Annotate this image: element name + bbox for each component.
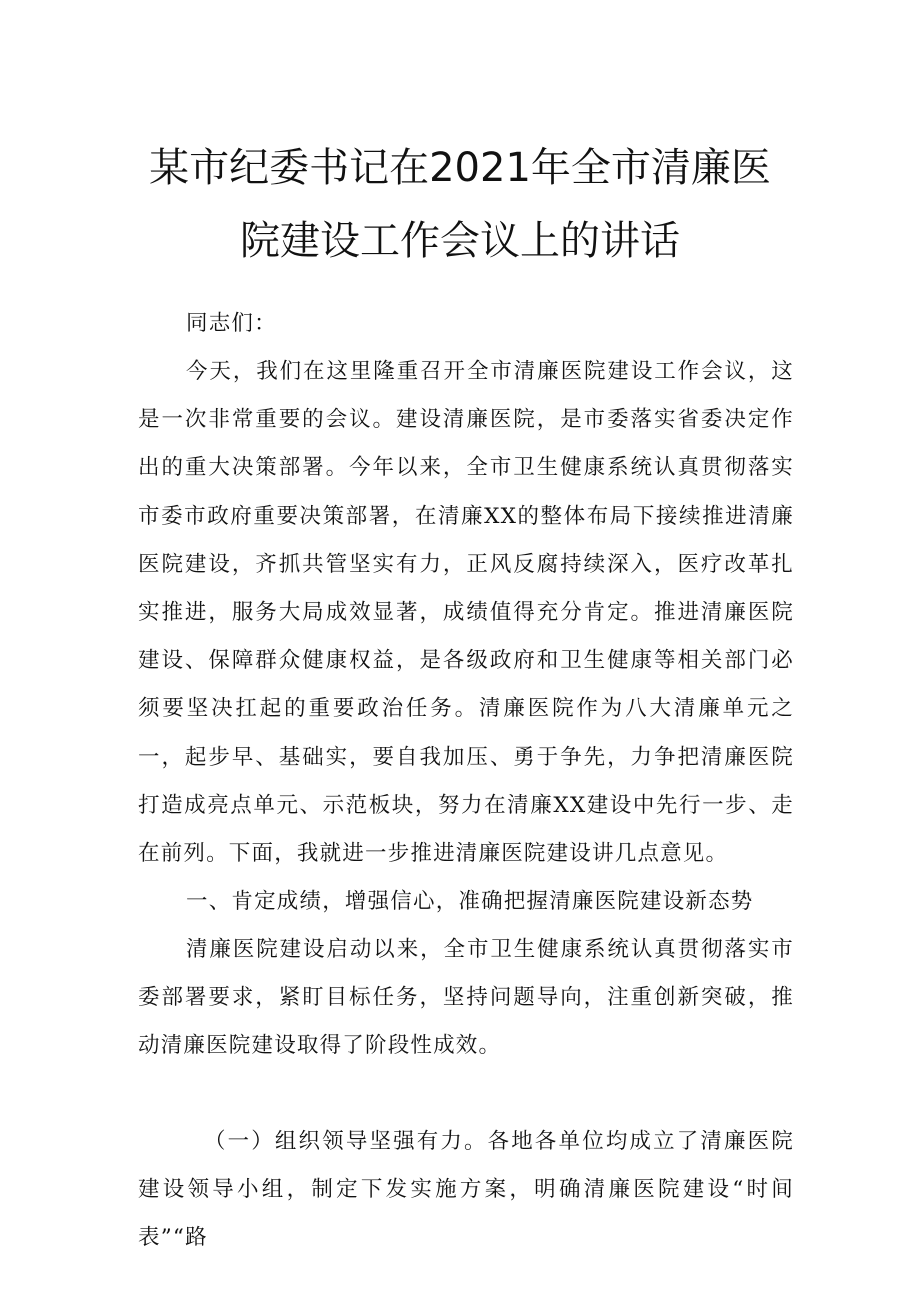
paragraph-intro: 今天，我们在这里隆重召开全市清廉医院建设工作会议，这是一次非常重要的会议。建设清廉医院，是市委落实省委决定作出的重大决策部署。今年以来，全市卫生健康系统认真贯彻落实市委市政府重要决策部署，在清廉XX的整体布局下接续推进清廉医院建设，齐抓共管坚实有力，正风反腐持续深入，医疗改革扎实推进，服务大局成效显著，成绩值得充分肯定。推进清廉医院建设、保障群众健康权益，是各级政府和卫生健康等相关部门必须要坚决扛起的重要政治任务。清廉医院作为八大清廉单元之一，起步早、基础实，要自我加压、勇于争先，力争把清廉医院打造成亮点单元、示范板块，努力在清廉XX建设中先行一步、走在前列。下面，我就进一步推进清廉医院建设讲几点意见。 xyxy=(138,359,794,867)
section-heading-1: 一、肯定成绩，增强信心，准确把握清廉医院建设新态势 xyxy=(186,889,754,914)
greeting: 同志们： xyxy=(186,311,277,336)
document-title-line-1: 某市纪委书记在2021年全市清廉医 xyxy=(149,145,771,191)
paragraph-organization: （一）组织领导坚强有力。各地各单位均成立了清廉医院建设领导小组，制定下发实施方案，明确清廉医院建设“时间表”“路 xyxy=(138,1129,794,1251)
paragraph-achievements: 清廉医院建设启动以来，全市卫生健康系统认真贯彻落实市委部署要求，紧盯目标任务，坚持问题导向，注重创新突破，推动清廉医院建设取得了阶段性成效。 xyxy=(138,937,794,1059)
document-title-line-2: 院建设工作会议上的讲话 xyxy=(240,218,680,264)
